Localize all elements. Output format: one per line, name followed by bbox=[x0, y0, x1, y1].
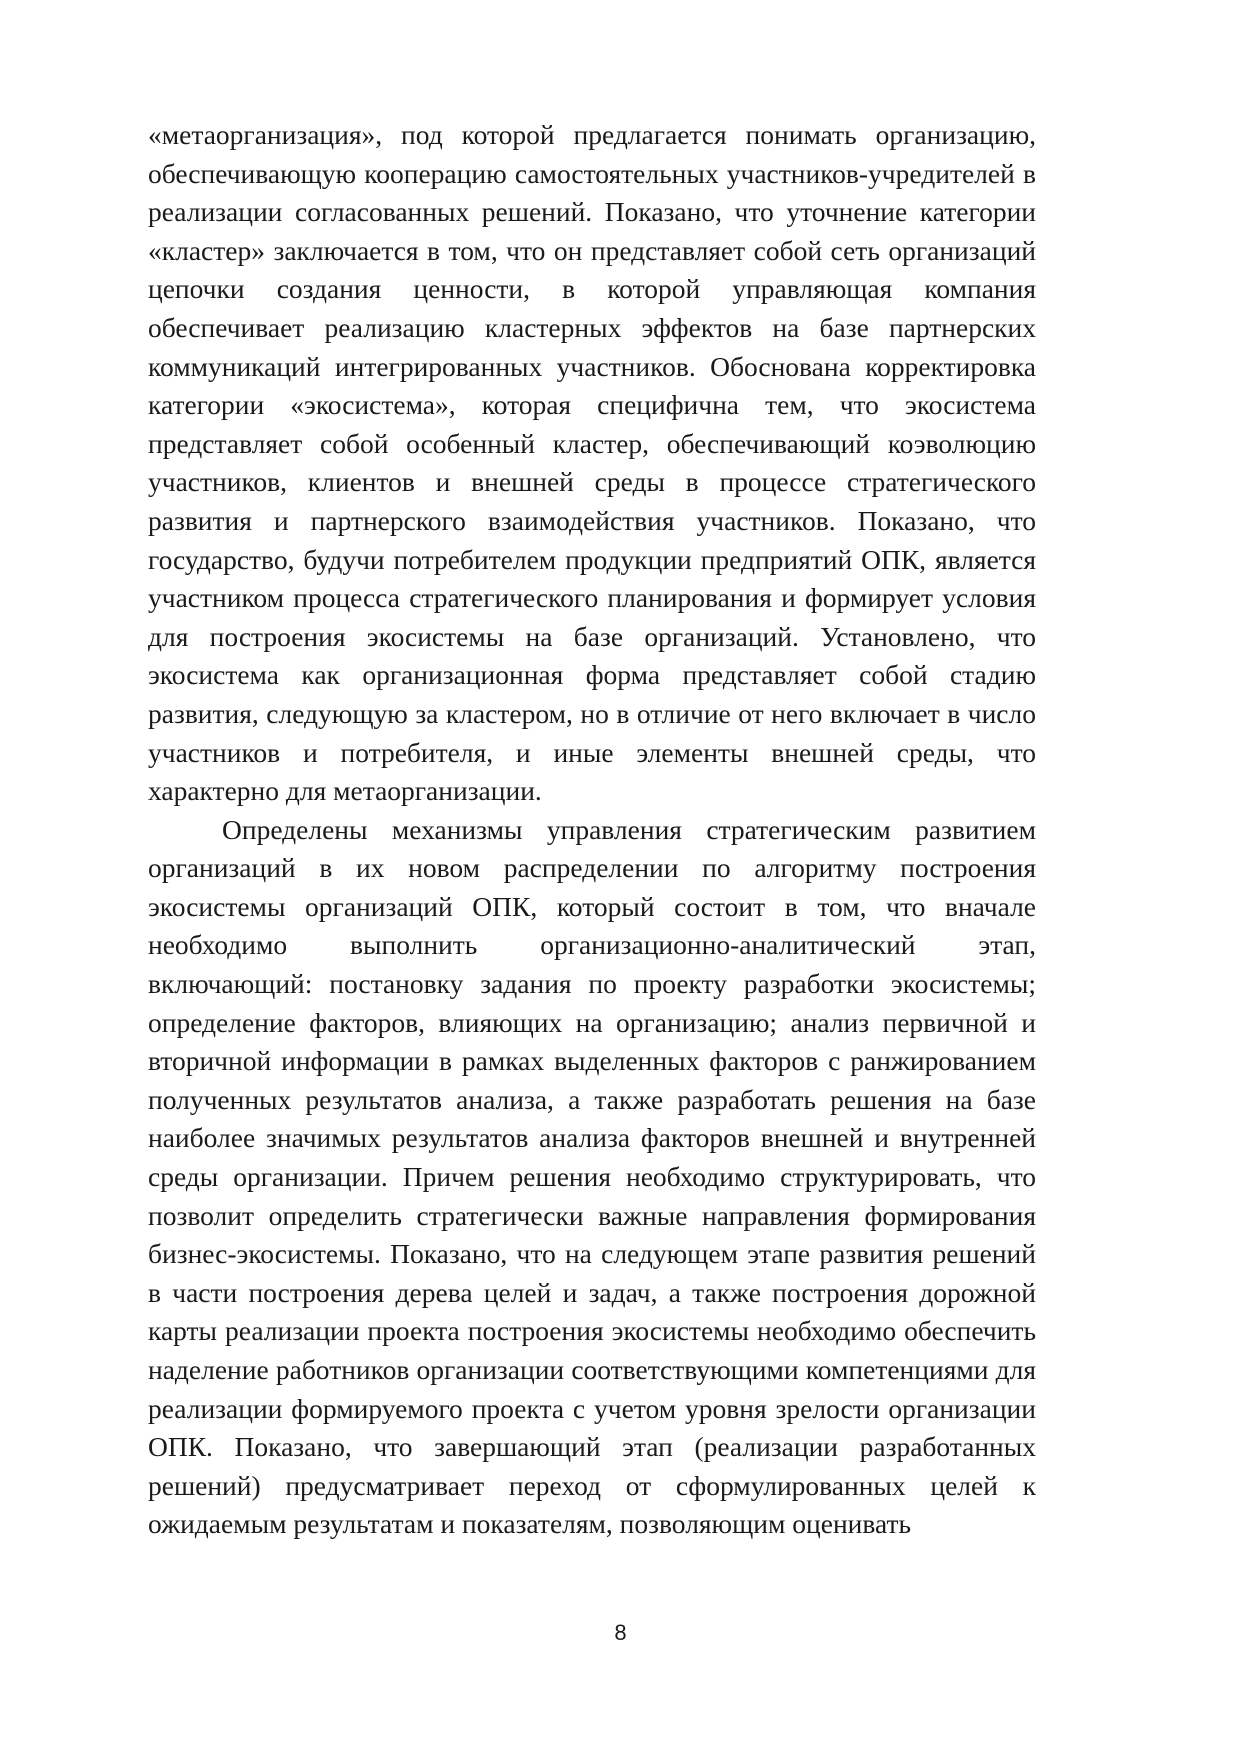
body-text bbox=[148, 116, 1036, 1544]
paragraph-continuation: «метаорганизация», под которой предлагается понимать организацию, обеспечивающую кооперацию самостоятельных участников-учредителей в реализации согласованных решений. Показано, что уточнение категории «кластер» заключается в том, что он представляет собой сеть организаций цепочки создания ценности, в которой управляющая компания обеспечивает реализацию кластерных эффектов на базе партнерских коммуникаций интегрированных участников. Обоснована корректировка категории «экосистема», которая специфична тем, что экосистема представляет собой особенный кластер, обеспечивающий коэволюцию участников, клиентов и внешней среды в процессе стратегического развития и партнерского взаимодействия участников. Показано, что государство, будучи потребителем продукции предприятий ОПК, является участником процесса стратегического планирования и формирует условия для построения экосистемы на базе организаций. Установлено, что экосистема как организационная форма представляет собой стадию развития, следующую за кластером, но в отличие от него включает в число участников и потребителя, и иные элементы внешней среды, что характерно для метаорганизации. bbox=[148, 119, 1036, 807]
paragraph-mechanisms: Определены механизмы управления стратегическим развитием организаций в их новом распределении по алгоритму построения экосистемы организаций ОПК, который состоит в том, что вначале необходимо выполнить организационно-аналитический этап, включающий: постановку задания по проекту разработки экосистемы; определение факторов, влияющих на организацию; анализ первичной и вторичной информации в рамках выделенных факторов с ранжированием полученных результатов анализа, а также разработать решения на базе наиболее значимых результатов анализа факторов внешней и внутренней среды организации. Причем решения необходимо структурировать, что позволит определить стратегически важные направления формирования бизнес-экосистемы. Показано, что на следующем этапе развития решений в части построения дерева целей и задач, а также построения дорожной карты реализации проекта построения экосистемы необходимо обеспечить наделение работников организации соответствующими компетенциями для реализации формируемого проекта с учетом уровня зрелости организации ОПК. Показано, что завершающий этап (реализации разработанных решений) предусматривает переход от сформулированных целей к ожидаемым результатам и показателям, позволяющим оценивать bbox=[148, 813, 1036, 1540]
page-number: 8 bbox=[614, 1620, 627, 1645]
